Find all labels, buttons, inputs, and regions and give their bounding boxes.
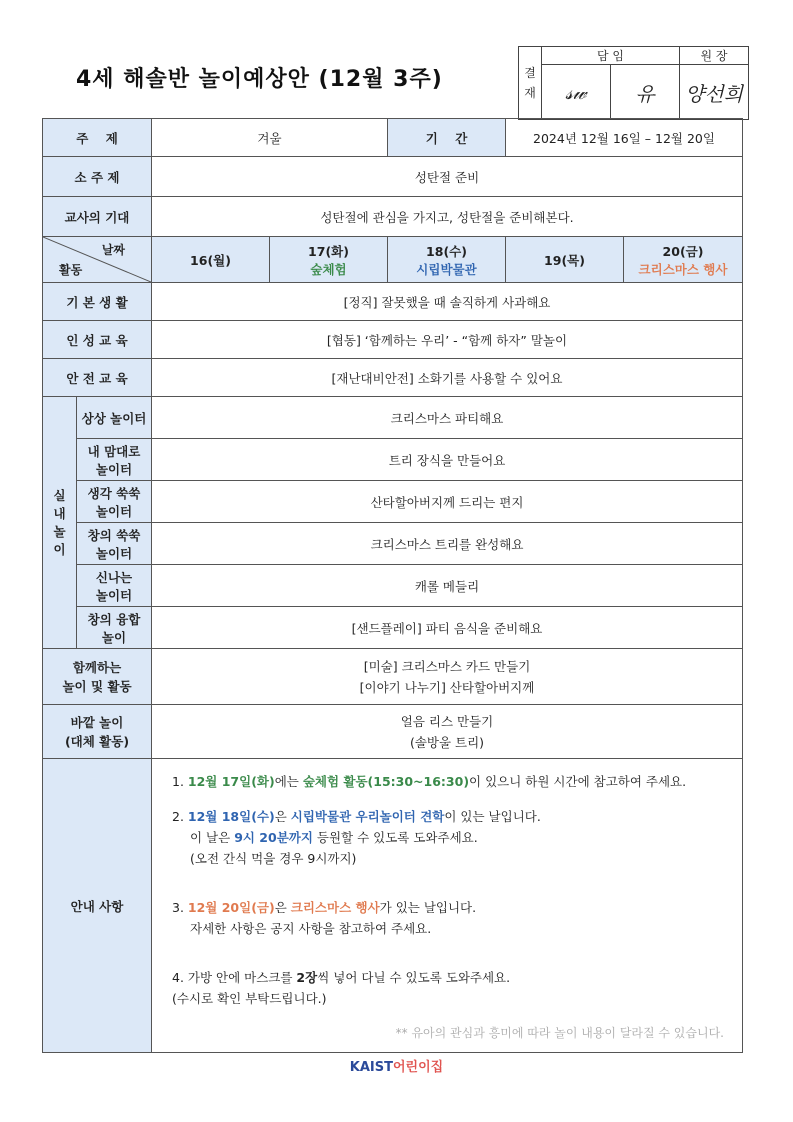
notice-item-4: 4. 가방 안에 마스크를 2장씩 넣어 다닐 수 있도록 도와주세요. bbox=[172, 970, 511, 985]
character-value: [협동] ‘함께하는 우리’ - “함께 하자” 말놀이 bbox=[152, 321, 743, 359]
page-title: 4세 해솔반 놀이예상안 (12월 3주) bbox=[76, 67, 443, 92]
outdoor-item: 얼음 리스 만들기 bbox=[400, 713, 494, 729]
notice-item-4-line-2: (수시로 확인 부탁드립니다.) bbox=[172, 991, 327, 1006]
teacher-label: 담 임 bbox=[542, 47, 680, 65]
together-value bbox=[152, 649, 743, 705]
indoor-play-name: 내 맘대로 놀이터 bbox=[77, 439, 152, 481]
period-label: 기 간 bbox=[388, 119, 506, 157]
theme-label: 주 제 bbox=[43, 119, 152, 157]
subtheme-value: 성탄절 준비 bbox=[152, 157, 743, 197]
character-label: 인 성 교 육 bbox=[43, 321, 152, 359]
indoor-play-name: 창의 융합 놀이 bbox=[77, 607, 152, 649]
theme-value: 겨울 bbox=[152, 119, 388, 157]
notice-item-2: 2. 12월 18일(수)은 시립박물관 우리놀이터 견학이 있는 날입니다. bbox=[172, 809, 541, 824]
approval-box bbox=[518, 46, 749, 120]
notice-item-3: 3. 12월 20일(금)은 크리스마스 행사가 있는 날입니다. bbox=[172, 900, 477, 915]
day-thu: 19(목) bbox=[506, 237, 624, 283]
indoor-play-content: 크리스마스 파티해요 bbox=[152, 397, 743, 439]
notice-content bbox=[152, 759, 743, 1053]
day-tue-event: 숲체험 bbox=[310, 261, 347, 277]
footer-logo bbox=[0, 1056, 793, 1075]
notice-label: 안내 사항 bbox=[43, 759, 152, 1053]
day-fri-event: 크리스마스 행사 bbox=[638, 261, 728, 277]
day-wed: 18(수) 시립박물관 bbox=[388, 237, 506, 283]
indoor-play-label: 실 내 놀 이 bbox=[43, 397, 77, 649]
plan-table bbox=[42, 118, 743, 1053]
approval-side-label: 결 재 bbox=[519, 47, 542, 120]
indoor-play-content: 산타할아버지께 드리는 편지 bbox=[152, 481, 743, 523]
indoor-play-name: 신나는 놀이터 bbox=[77, 565, 152, 607]
indoor-play-content: 캐롤 메들리 bbox=[152, 565, 743, 607]
day-wed-event: 시립박물관 bbox=[416, 261, 477, 277]
safety-label: 안 전 교 육 bbox=[43, 359, 152, 397]
notice-item-1: 1. 12월 17일(화)에는 숲체험 활동(15:30~16:30)이 있으니 하원 시간에 참고하여 주세요. bbox=[172, 774, 687, 789]
together-item: [이야기 나누기] 산타할아버지께 bbox=[359, 679, 535, 695]
expectation-label: 교사의 기대 bbox=[43, 197, 152, 237]
outdoor-value bbox=[152, 705, 743, 759]
indoor-play-name: 상상 놀이터 bbox=[77, 397, 152, 439]
outdoor-label: 바깥 놀이 (대체 활동) bbox=[43, 705, 152, 759]
notice-item-2-line-2: 이 날은 9시 20분까지 등원할 수 있도록 도와주세요. bbox=[190, 830, 478, 845]
day-tue: 17(화) 숲체험 bbox=[270, 237, 388, 283]
indoor-play-content: 크리스마스 트리를 완성해요 bbox=[152, 523, 743, 565]
indoor-play-name: 창의 쑥쑥 놀이터 bbox=[77, 523, 152, 565]
indoor-play-content: [샌드플레이] 파티 음식을 준비해요 bbox=[152, 607, 743, 649]
director-label: 원 장 bbox=[680, 47, 749, 65]
outdoor-item: (솔방울 트리) bbox=[409, 734, 485, 750]
basic-life-value: [정직] 잘못했을 때 솔직하게 사과해요 bbox=[152, 283, 743, 321]
day-mon: 16(월) bbox=[152, 237, 270, 283]
indoor-play-name: 생각 쑥쑥 놀이터 bbox=[77, 481, 152, 523]
date-activity-header bbox=[43, 237, 152, 283]
day-fri: 20(금) 크리스마스 행사 bbox=[624, 237, 743, 283]
period-value: 2024년 12월 16일 – 12월 20일 bbox=[506, 119, 743, 157]
footnote: ** 유아의 관심과 흥미에 따라 놀이 내용이 달라질 수 있습니다. bbox=[395, 1026, 724, 1040]
teacher-signature-2: 유 bbox=[611, 65, 680, 120]
subtheme-label: 소 주 제 bbox=[43, 157, 152, 197]
date-header-label: 날짜 bbox=[101, 243, 125, 257]
together-item: [미술] 크리스마스 카드 만들기 bbox=[363, 658, 531, 674]
expectation-value: 성탄절에 관심을 가지고, 성탄절을 준비해본다. bbox=[152, 197, 743, 237]
notice-item-2-line-3: (오전 간식 먹을 경우 9시까지) bbox=[190, 851, 357, 866]
basic-life-label: 기 본 생 활 bbox=[43, 283, 152, 321]
logo-sub: 어린이집 bbox=[392, 1060, 444, 1075]
notice-item-3-line-2: 자세한 사항은 공지 사항을 참고하여 주세요. bbox=[190, 921, 432, 936]
logo-brand: KAIST bbox=[349, 1060, 393, 1075]
activity-header-label: 활동 bbox=[59, 263, 83, 277]
indoor-play-content: 트리 장식을 만들어요 bbox=[152, 439, 743, 481]
together-label: 함께하는 놀이 및 활동 bbox=[43, 649, 152, 705]
director-signature: 양선희 bbox=[680, 65, 749, 120]
teacher-signature-1: 𝓈𝓌 bbox=[542, 65, 611, 120]
safety-value: [재난대비안전] 소화기를 사용할 수 있어요 bbox=[152, 359, 743, 397]
